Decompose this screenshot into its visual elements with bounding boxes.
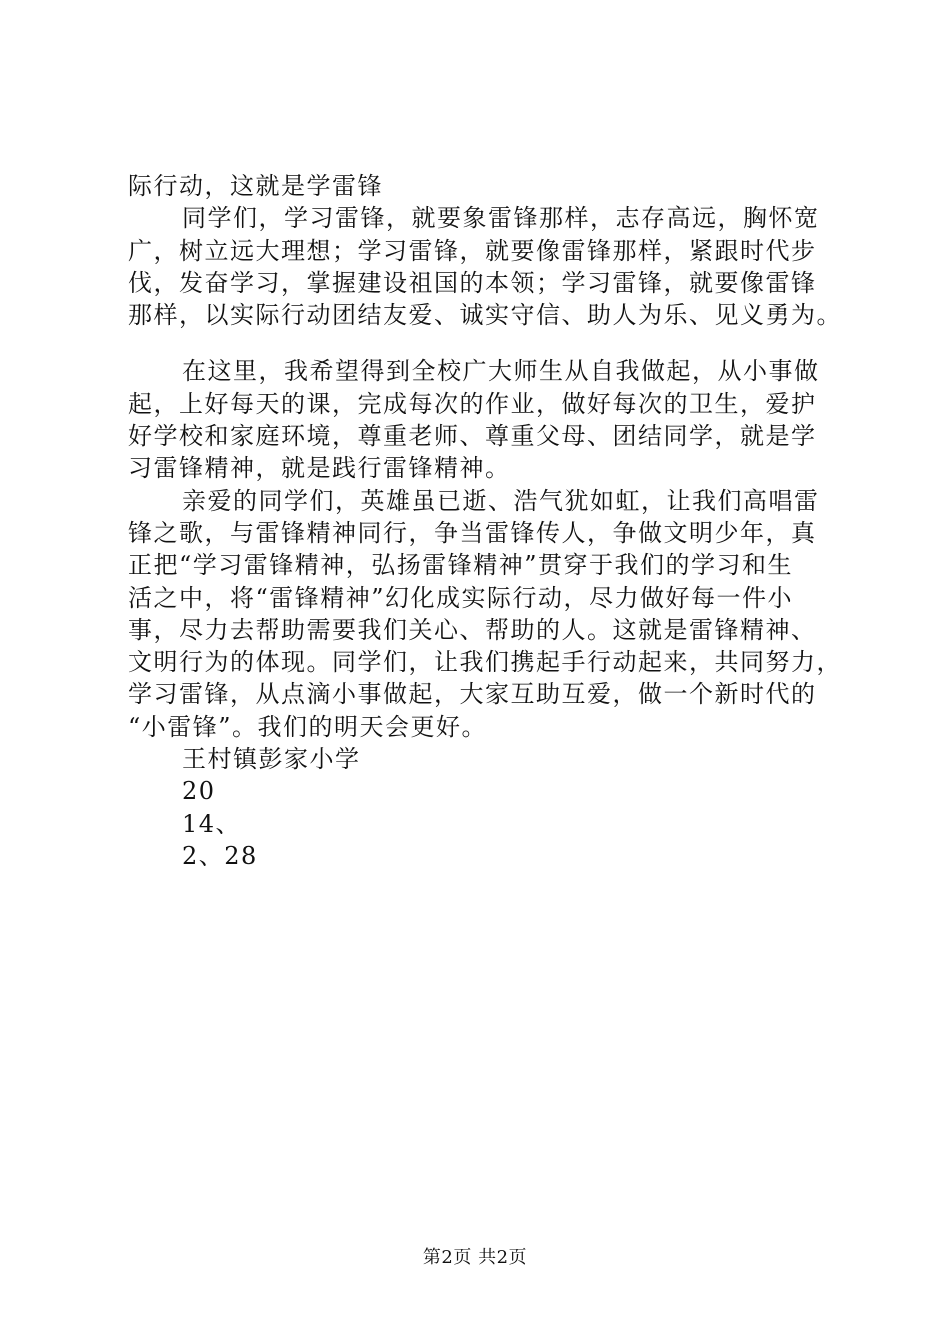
paragraph-gap bbox=[128, 331, 848, 355]
text-line: 广，树立远大理想；学习雷锋，就要像雷锋那样，紧跟时代步 bbox=[128, 236, 817, 265]
text-line: “小雷锋”。我们的明天会更好。 bbox=[128, 712, 488, 741]
text-line: 事，尽力去帮助需要我们关心、帮助的人。这就是雷锋精神、 bbox=[128, 615, 817, 644]
text-line: 际行动，这就是学雷锋 bbox=[128, 172, 383, 200]
text-line: 正把“学习雷锋精神，弘扬雷锋精神”贯穿于我们的学习和生 bbox=[128, 551, 794, 580]
text-line: 那样，以实际行动团结友爱、诚实守信、助人为乐、见义勇为。 bbox=[128, 301, 842, 330]
text-line: 习雷锋精神，就是践行雷锋精神。 bbox=[128, 454, 511, 483]
text-line: 伐，发奋学习，掌握建设祖国的本领；学习雷锋，就要像雷锋 bbox=[128, 268, 817, 297]
document-body bbox=[128, 170, 848, 872]
text-line: 学习雷锋，从点滴小事做起，大家互助互爱，做一个新时代的 bbox=[128, 680, 817, 709]
date-year-part: 20 bbox=[182, 777, 216, 806]
date-month-day: 2、28 bbox=[182, 841, 258, 870]
paragraph-start-line: 亲爱的同学们，英雄虽已逝、浩气犹如虹，让我们高唱雷 bbox=[182, 486, 820, 515]
text-line: 好学校和家庭环境，尊重老师、尊重父母、团结同学，就是学 bbox=[128, 422, 817, 451]
text-line: 活之中，将“雷锋精神”幻化成实际行动，尽力做好每一件小 bbox=[128, 583, 794, 612]
date-year-part: 14、 bbox=[182, 809, 242, 838]
text-line: 锋之歌，与雷锋精神同行，争当雷锋传人，争做文明少年，真 bbox=[128, 518, 817, 547]
paragraph-start-line: 在这里，我希望得到全校广大师生从自我做起，从小事做 bbox=[182, 357, 820, 386]
signature-school: 王村镇彭家小学 bbox=[182, 745, 361, 774]
text-line: 起，上好每天的课，完成每次的作业，做好每次的卫生，爱护 bbox=[128, 389, 817, 418]
text-line: 文明行为的体现。同学们，让我们携起手行动起来，共同努力， bbox=[128, 648, 842, 677]
paragraph-start-line: 同学们，学习雷锋，就要象雷锋那样，志存高远，胸怀宽 bbox=[182, 204, 820, 233]
page-number-footer: 第2页 共2页 bbox=[422, 1247, 528, 1268]
